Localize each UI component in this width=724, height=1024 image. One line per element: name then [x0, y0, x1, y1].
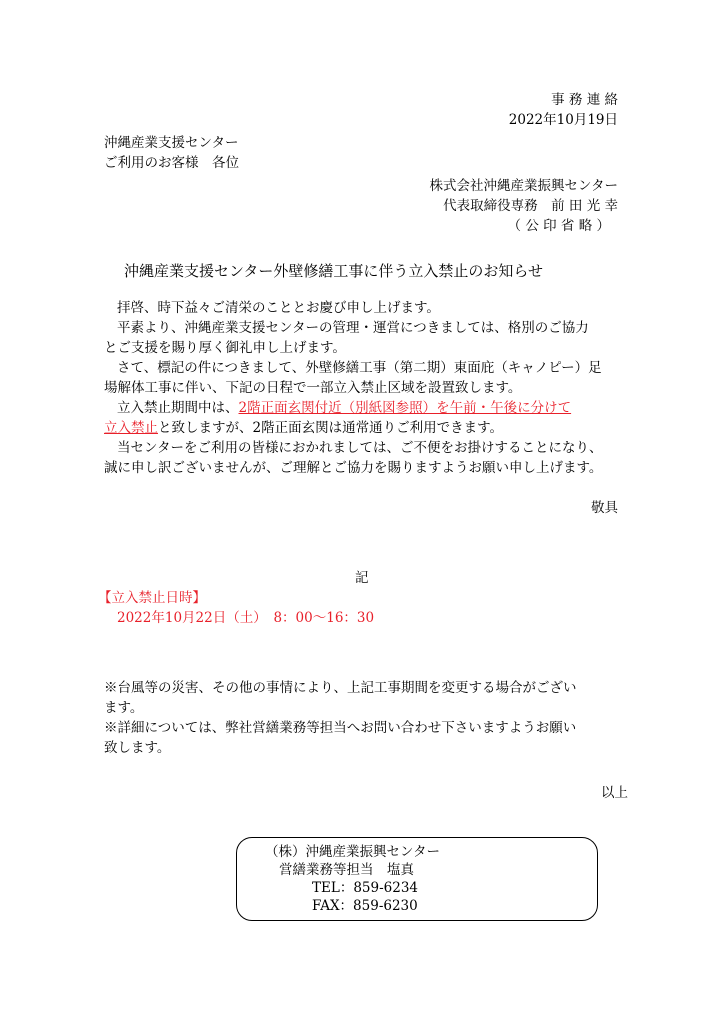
sender-representative: 代表取締役専務 前 田 光 幸 — [443, 198, 618, 214]
note-2-line-2: 致します。 — [104, 740, 171, 756]
restriction-rest: と致しますが、2階正面玄関は通常通りご利用できます。 — [158, 420, 504, 436]
body-paragraph-5-line-2: 誠に申し訳ございませんが、ご理解とご協力を賜りますようお願い申し上げます。 — [104, 460, 603, 476]
note-2-line-1: ※詳細については、弊社営繕業務等担当へお問い合わせ下さいますようお願い — [104, 720, 577, 736]
body-paragraph-1: 拝啓、時下益々ご清栄のこととお慶び申し上げます。 — [117, 300, 440, 316]
body-paragraph-4-line-1 — [117, 398, 571, 418]
notice-type: 事 務 連 絡 — [551, 92, 618, 108]
body-paragraph-2-line-2: とご支援を賜り厚く御礼申し上げます。 — [104, 340, 346, 356]
note-1-line-2: ます。 — [104, 700, 144, 716]
restriction-area-highlight: 2階正面玄関付近（別紙図参照）を午前・午後に分けて — [238, 400, 572, 416]
body-paragraph-5-line-1: 当センターをご利用の皆様におかれましては、ご不便をお掛けすることになり、 — [117, 440, 603, 456]
body-paragraph-3-line-1: さて、標記の件につきまして、外壁修繕工事（第二期）東面庇（キャノピー）足 — [117, 360, 602, 376]
recipient-line-1: 沖縄産業支援センター — [104, 135, 239, 151]
restriction-highlight: 立入禁止 — [104, 420, 158, 436]
contact-tel: TEL：859-6234 — [312, 880, 419, 896]
note-1-line-1: ※台風等の災害、その他の事情により、上記工事期間を変更する場合がござい — [104, 680, 577, 696]
contact-company: （株）沖縄産業振興センター — [265, 844, 440, 860]
closing-ijo: 以上 — [601, 785, 628, 801]
contact-department: 営繕業務等担当 塩真 — [279, 862, 414, 878]
closing-keigu: 敬具 — [591, 500, 618, 516]
body-paragraph-4-line-2 — [104, 418, 503, 438]
ki-heading: 記 — [355, 570, 369, 586]
schedule-datetime: 2022年10月22日（土） 8：00～16：30 — [117, 610, 375, 626]
restriction-intro: 立入禁止期間中は、 — [117, 400, 239, 416]
notice-date: 2022年10月19日 — [508, 112, 618, 128]
sender-company: 株式会社沖縄産業振興センター — [429, 178, 618, 194]
sender-seal-note: （ 公 印 省 略 ） — [507, 218, 610, 234]
recipient-line-2: ご利用のお客様 各位 — [104, 155, 239, 171]
contact-fax: FAX：859-6230 — [312, 898, 418, 914]
body-paragraph-3-line-2: 場解体工事に伴い、下記の日程で一部立入禁止区域を設置致します。 — [104, 380, 522, 396]
body-paragraph-2-line-1: 平素より、沖縄産業支援センターの管理・運営につきましては、格別のご協力 — [117, 320, 589, 336]
schedule-label: 【立入禁止日時】 — [98, 590, 206, 606]
document-title: 沖縄産業支援センター外壁修繕工事に伴う立入禁止のお知らせ — [124, 262, 543, 280]
contact-box — [236, 837, 598, 921]
